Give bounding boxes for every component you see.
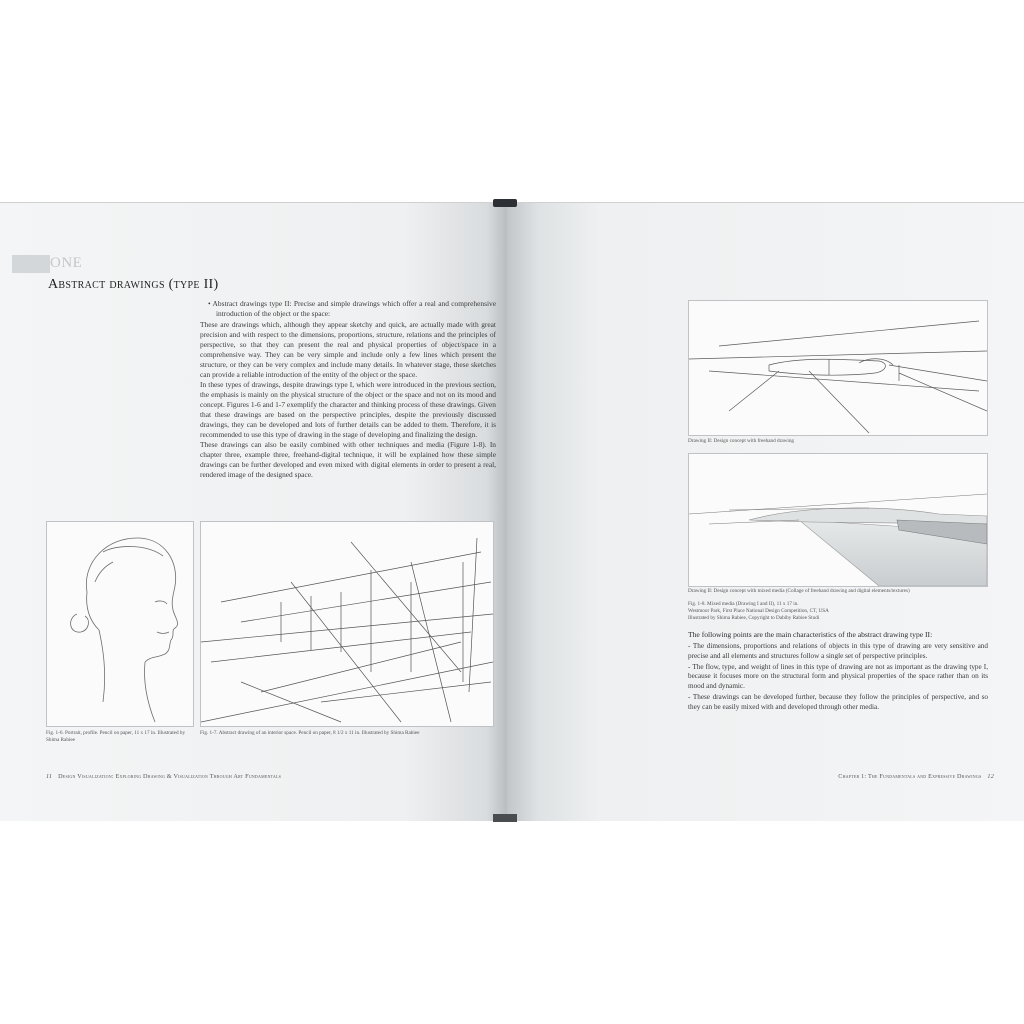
figure-mixed-media	[688, 453, 988, 587]
landscape-mixed-media-render	[689, 454, 987, 586]
section-title: Abstract drawings (type II)	[48, 277, 219, 292]
running-title: Design Visualization: Exploring Drawing & Visualization Through Art Fundamentals	[58, 773, 282, 780]
bullet-point: • Abstract drawings type II: Precise and simple drawings which offer a real and comprehensive introduction of the object or the space:	[208, 299, 496, 318]
list-intro: The following points are the main characteristics of the abstract drawing type II:	[688, 630, 933, 639]
figure-b-caption: Drawing II: Design concept with mixed media (Collage of freehand drawing and digital elements/textures)	[688, 588, 910, 594]
figure-8-caption-line: Westmoor Park, First Place National Design Competition, CT, USA	[688, 608, 829, 614]
portrait-sketch	[47, 522, 193, 726]
list-item: - The dimensions, proportions and relations of objects in this type of drawing are very sensitive and precise and all elements and structures follow a single set of perspective principles.	[688, 642, 988, 660]
running-title: Chapter 1: The Fundamentals and Expressive Drawings	[838, 773, 982, 780]
characteristics-list	[688, 642, 988, 714]
interior-perspective-sketch	[201, 522, 493, 726]
open-book	[0, 202, 1024, 820]
figure-freehand	[688, 300, 988, 436]
figure-a-caption: Drawing II: Design concept with freehand drawing	[688, 438, 795, 444]
landscape-freehand-sketch	[689, 301, 987, 435]
list-item: - These drawings can be developed further, because they follow the principles of perspective, and so they can be easily mixed with and developed through other media.	[688, 692, 988, 711]
paragraph: These are drawings which, although they appear sketchy and quick, are actually made with great precision and with respect to the dimensions, proportions, structure, relations and the principles of perspective, so that they can present the real and physical properties of object/space in a comprehensive way. They can be very simple and include only a few lines which present the structure, or they can be very complex and include many details. In whatever stage, these sketches can provide a reliable introduction of the entity of the object or the space.	[200, 320, 496, 379]
figure-8-caption-line: Illustrated by Shima Rabiee, Copyright to Dabiby Rabiee Studi	[688, 615, 820, 621]
left-footer	[46, 773, 281, 780]
body-text	[200, 299, 496, 480]
paragraph: In these types of drawings, despite drawings type I, which were introduced in the previous section, the emphasis is mainly on the physical structure of the object or the space and not on its mood and concept. Figures 1-6 and 1-7 exemplify the character and thinking process of these drawings. Given that these drawings are based on the perspective principles, despite the previously discussed drawings, they can be developed and lots of further details can be added to them. Therefore, it is recommended to use this type of drawing in the stage of developing and finalizing the design.	[200, 380, 496, 439]
figure-8-caption	[688, 601, 986, 622]
chapter-label: ONE	[50, 255, 83, 271]
figure-8-caption-line: Fig. 1-8. Mixed media (Drawing I and II), 11 x 17 in.	[688, 601, 799, 607]
figure-portrait	[46, 521, 194, 727]
chapter-tab	[12, 255, 50, 273]
bullet-text: Abstract drawings type II: Precise and simple drawings which offer a real and comprehensive introduction of the object or the space:	[212, 299, 496, 318]
list-item: - The flow, type, and weight of lines in this type of drawing are not as important as the drawing type I, because it focuses more on the structural form and physical properties of the space rather than on its mood and dynamic.	[688, 662, 988, 691]
paragraph: These drawings can also be easily combined with other techniques and media (Figure 1-8). In chapter three, example three, freehand-digital technique, it will be explained how these simple drawings can be further developed and even mixed with digital elements in order to present a real, rendered image of the designed space.	[200, 440, 496, 479]
right-page	[507, 202, 1024, 821]
book-spine-bottom	[493, 814, 517, 822]
figure-6-caption: Fig. 1-6. Portrait, profile. Pencil on paper, 11 x 17 in. Illustrated by Shima Rabiee	[46, 730, 186, 743]
left-page	[0, 202, 507, 821]
right-footer	[838, 773, 994, 780]
page-number: 12	[987, 773, 994, 780]
book-spine-top	[493, 199, 517, 207]
page-number: 11	[46, 773, 53, 780]
figure-interior	[200, 521, 494, 727]
figure-7-caption: Fig. 1-7. Abstract drawing of an interior space. Pencil on paper, 8 1/2 x 11 in. Illustrated by Shima Rabiee	[200, 730, 420, 736]
